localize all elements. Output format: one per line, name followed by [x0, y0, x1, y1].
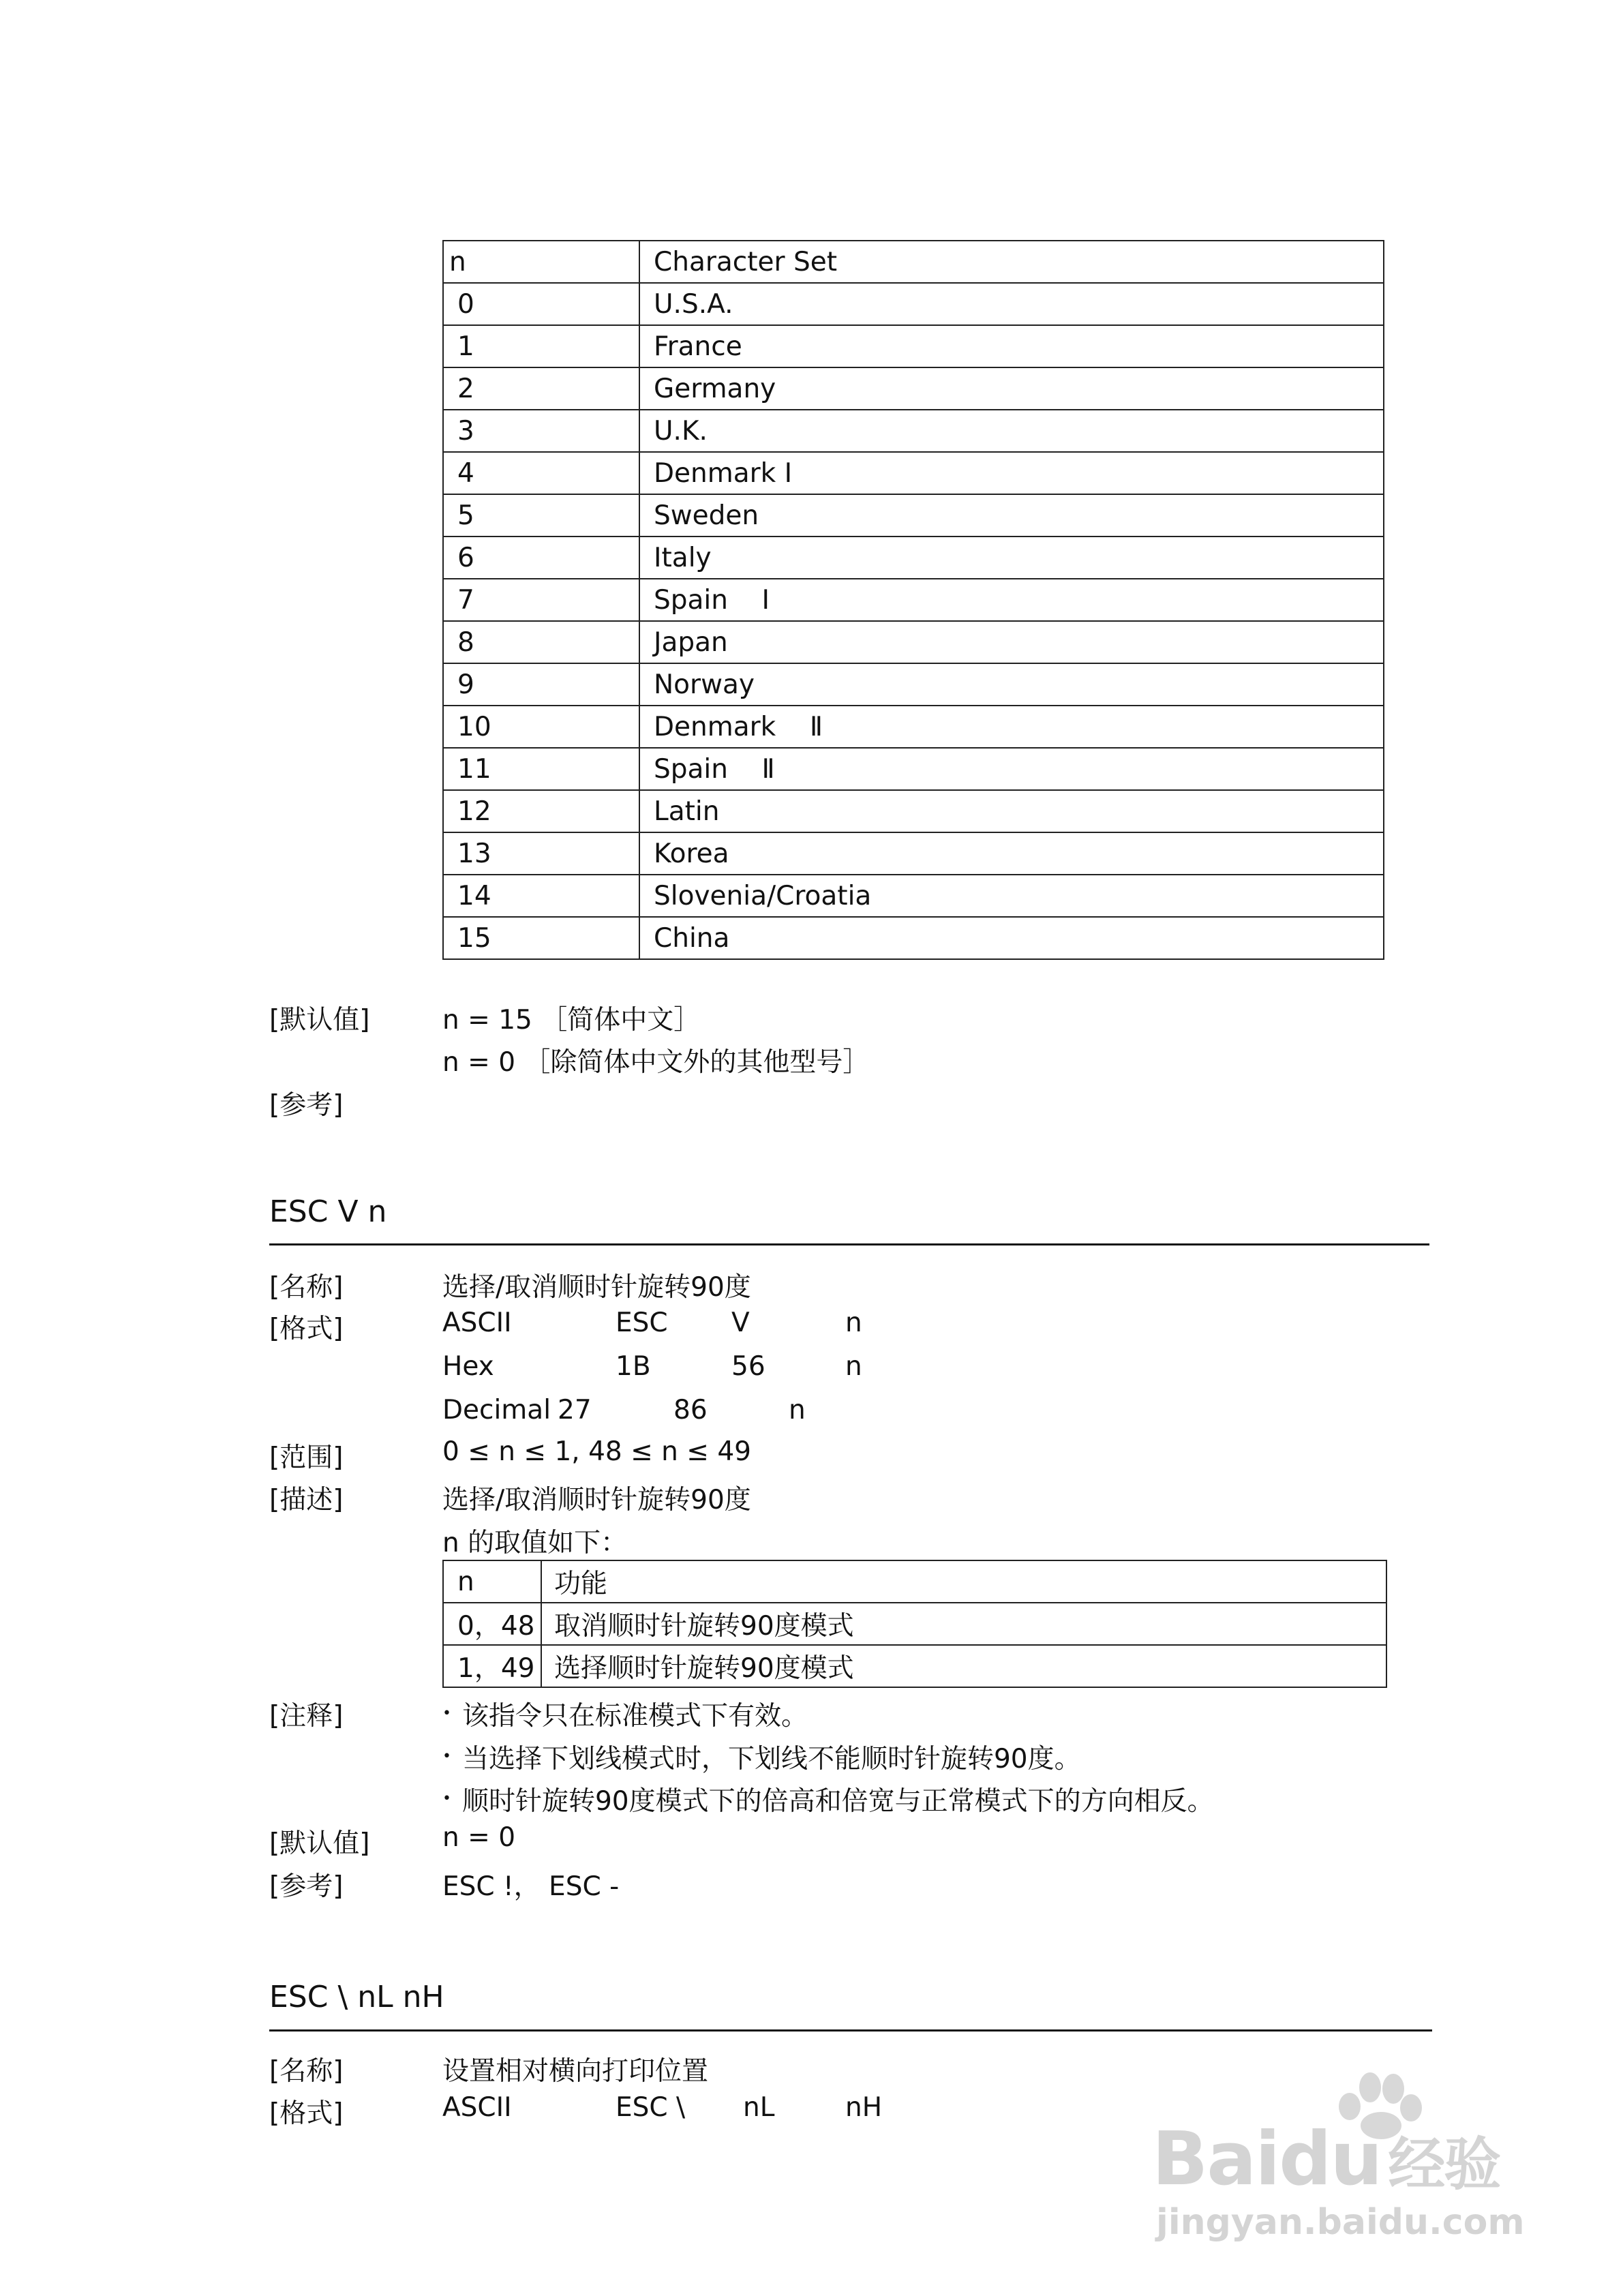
range-value: 0 ≤ n ≤ 1, 48 ≤ n ≤ 49: [442, 1436, 751, 1467]
bullet-icon: •: [442, 1705, 451, 1722]
table-cell-n: 12: [443, 790, 639, 832]
table-cell-n: 4: [443, 452, 639, 494]
table-cell-n: 3: [443, 410, 639, 452]
table-row: [443, 452, 1384, 494]
format-ascii-3: n: [845, 1308, 862, 1338]
table-row: [443, 494, 1384, 537]
format-decimal-0: Decimal: [442, 1395, 551, 1425]
format-hex-3: n: [845, 1351, 862, 1382]
table-cell-n: 9: [443, 663, 639, 706]
format-decimal-1: 27: [558, 1395, 592, 1425]
note-item: [442, 1738, 1081, 1776]
default-label: [默认值]: [269, 1828, 370, 1859]
table-cell-n: 11: [443, 748, 639, 790]
table-cell-n: 13: [443, 832, 639, 875]
table-row: [443, 1645, 1386, 1687]
table-row: [443, 410, 1384, 452]
default-label: [默认值]: [269, 1005, 370, 1036]
note-text: 顺时针旋转90度模式下的倍高和倍宽与正常模式下的方向相反。: [461, 1786, 1214, 1817]
note-item: [442, 1780, 1214, 1818]
format-hex-2: 56: [731, 1351, 765, 1382]
format-hex-1: 1B: [616, 1351, 651, 1382]
table-row: [443, 283, 1384, 325]
table-row: [443, 875, 1384, 917]
notes-label: [注释]: [269, 1701, 344, 1732]
table-cell-set: Slovenia/Croatia: [639, 875, 1384, 917]
format-ascii-2: V: [731, 1308, 750, 1338]
table-row: [443, 1603, 1386, 1645]
table-cell-n: 1: [443, 325, 639, 367]
format-ascii-2: nL: [743, 2092, 775, 2123]
table-cell-set: Denmark Ⅰ: [639, 452, 1384, 494]
table-cell-n: 5: [443, 494, 639, 537]
table-header-cell: Character Set: [639, 241, 1384, 283]
table-cell-set: Denmark Ⅱ: [639, 706, 1384, 748]
description-sub: n 的取值如下：: [442, 1528, 628, 1558]
table-row: [443, 579, 1384, 621]
mode-table: [442, 1560, 1387, 1688]
table-cell-set: France: [639, 325, 1384, 367]
table-cell-n: 8: [443, 621, 639, 663]
table-cell-n: 14: [443, 875, 639, 917]
format-ascii-0: ASCII: [442, 2092, 512, 2123]
table-header-row: [443, 241, 1384, 283]
format-ascii-0: ASCII: [442, 1308, 512, 1338]
table-row: [443, 537, 1384, 579]
table-cell-n: 6: [443, 537, 639, 579]
watermark: [1152, 2066, 1534, 2243]
note-text: 该指令只在标准模式下有效。: [461, 1701, 808, 1732]
table-cell-n: 1，49: [443, 1645, 541, 1687]
format-ascii-3: nH: [845, 2092, 883, 2123]
default-value: n = 0: [442, 1822, 516, 1853]
table-cell-n: 2: [443, 367, 639, 410]
charset-table: [442, 240, 1384, 960]
note-text: 当选择下划线模式时，下划线不能顺时针旋转90度。: [461, 1744, 1081, 1774]
table-header-cell: n: [443, 1560, 541, 1603]
table-cell-set: Sweden: [639, 494, 1384, 537]
default-value-2: n = 0 ［除简体中文外的其他型号］: [442, 1047, 870, 1078]
watermark-url: jingyan.baidu.com: [1156, 2202, 1525, 2243]
table-header-row: [443, 1560, 1386, 1603]
table-cell-n: 10: [443, 706, 639, 748]
table-cell-func: 取消顺时针旋转90度模式: [541, 1603, 1386, 1645]
table-cell-n: 0，48: [443, 1603, 541, 1645]
table-row: [443, 790, 1384, 832]
table-cell-set: Germany: [639, 367, 1384, 410]
format-label: [格式]: [269, 1314, 344, 1344]
table-row: [443, 917, 1384, 959]
name-label: [名称]: [269, 2056, 344, 2087]
table-cell-n: 0: [443, 283, 639, 325]
table-cell-set: Italy: [639, 537, 1384, 579]
table-row: [443, 621, 1384, 663]
table-cell-func: 选择顺时针旋转90度模式: [541, 1645, 1386, 1687]
watermark-brand: Baidu 经验: [1152, 2117, 1500, 2202]
name-label: [名称]: [269, 1272, 344, 1303]
section-divider: [269, 1243, 1429, 1245]
format-decimal-3: n: [789, 1395, 806, 1425]
bullet-icon: •: [442, 1790, 451, 1807]
table-header-cell: 功能: [541, 1560, 1386, 1603]
table-row: [443, 706, 1384, 748]
format-label: [格式]: [269, 2098, 344, 2129]
table-cell-set: Korea: [639, 832, 1384, 875]
table-header-cell: n: [443, 241, 639, 283]
note-item: [442, 1695, 808, 1733]
default-value-1: n = 15 ［简体中文］: [442, 1005, 701, 1036]
table-row: [443, 367, 1384, 410]
table-cell-n: 15: [443, 917, 639, 959]
section-title: ESC V n: [269, 1194, 387, 1229]
reference-value: ESC !， ESC -: [442, 1871, 620, 1902]
table-row: [443, 832, 1384, 875]
table-cell-set: Spain Ⅰ: [639, 579, 1384, 621]
table-row: [443, 325, 1384, 367]
format-hex-0: Hex: [442, 1351, 494, 1382]
table-cell-set: U.S.A.: [639, 283, 1384, 325]
table-cell-set: Japan: [639, 621, 1384, 663]
description-label: [描述]: [269, 1485, 344, 1515]
reference-label: [参考]: [269, 1090, 344, 1121]
reference-label: [参考]: [269, 1871, 344, 1902]
name-value: 选择/取消顺时针旋转90度: [442, 1272, 751, 1303]
table-cell-set: China: [639, 917, 1384, 959]
table-cell-set: Latin: [639, 790, 1384, 832]
format-ascii-1: ESC: [616, 1308, 668, 1338]
name-value: 设置相对横向打印位置: [442, 2056, 709, 2087]
format-decimal-2: 86: [673, 1395, 708, 1425]
format-ascii-1: ESC \: [616, 2092, 686, 2123]
bullet-icon: •: [442, 1748, 451, 1765]
table-cell-set: U.K.: [639, 410, 1384, 452]
table-cell-set: Spain Ⅱ: [639, 748, 1384, 790]
table-row: [443, 748, 1384, 790]
description-value: 选择/取消顺时针旋转90度: [442, 1485, 751, 1515]
section-divider: [269, 2029, 1432, 2031]
table-row: [443, 663, 1384, 706]
table-cell-n: 7: [443, 579, 639, 621]
range-label: [范围]: [269, 1442, 344, 1473]
table-cell-set: Norway: [639, 663, 1384, 706]
section-title: ESC \ nL nH: [269, 1980, 444, 2014]
